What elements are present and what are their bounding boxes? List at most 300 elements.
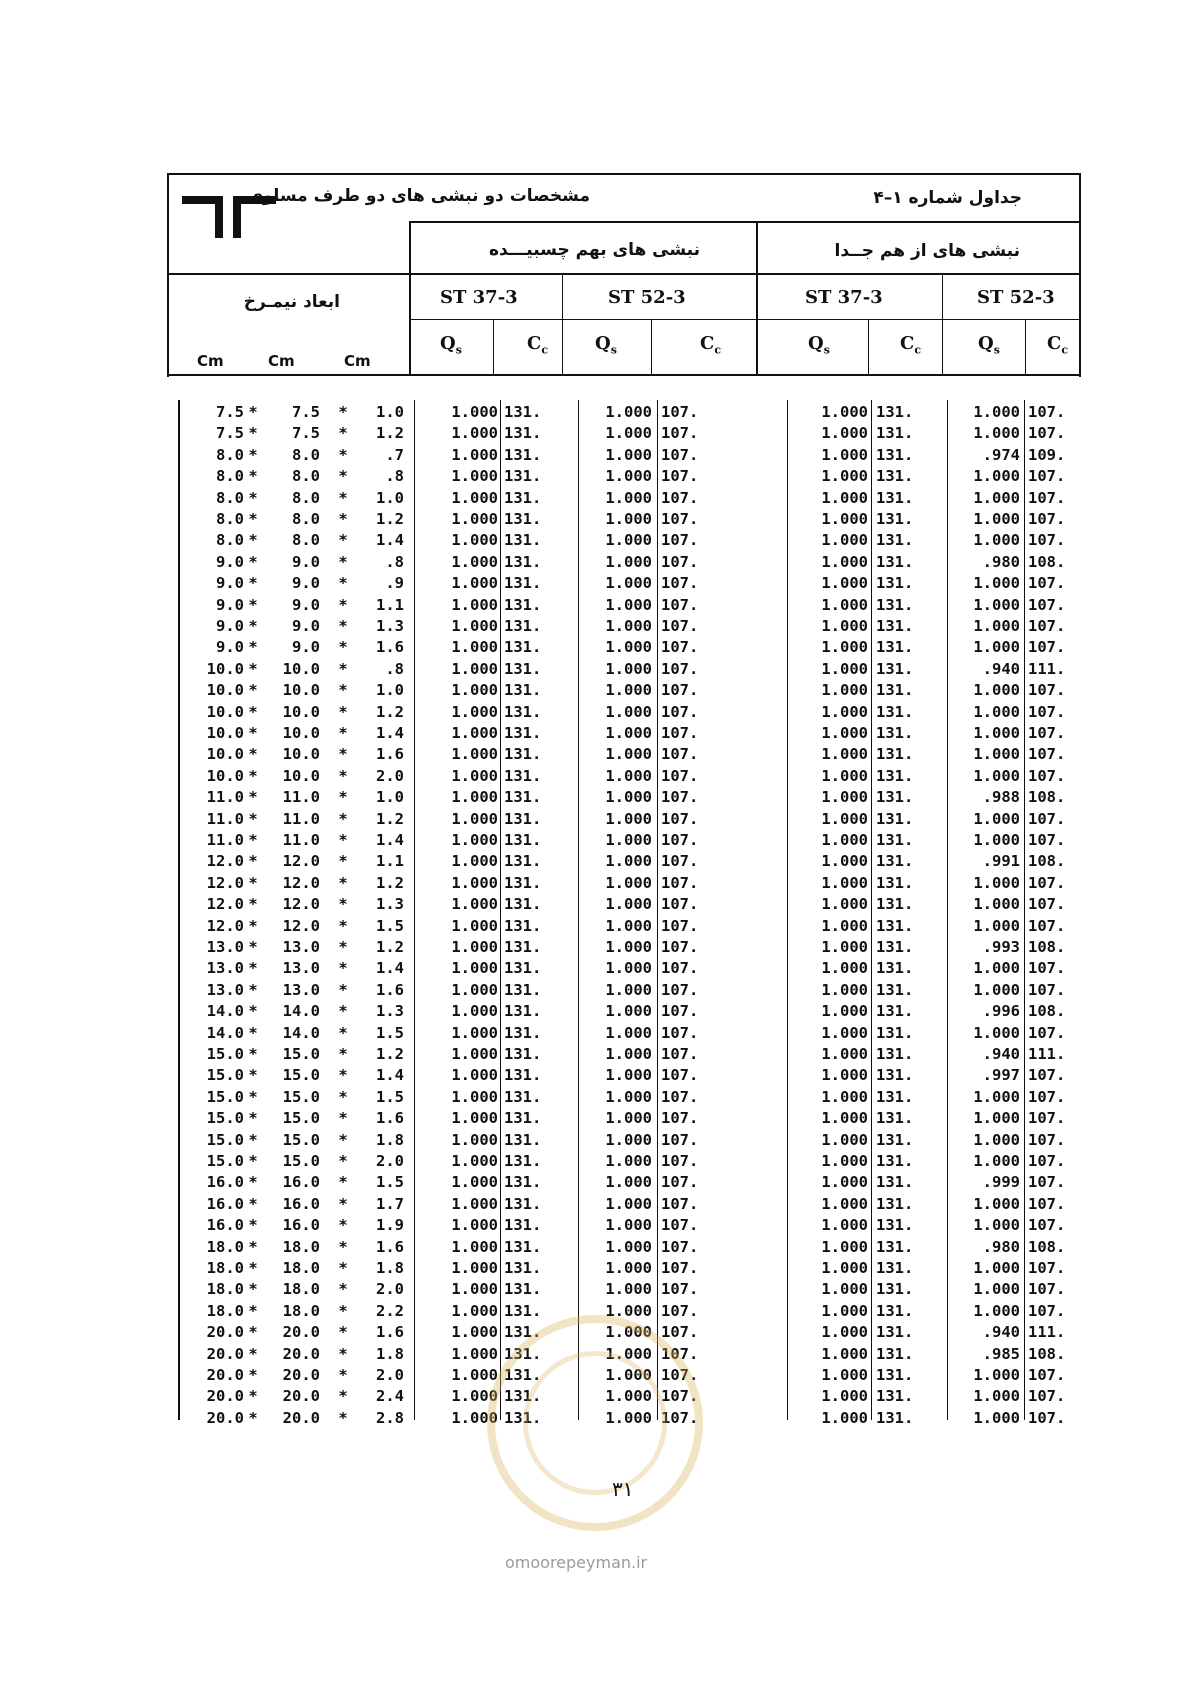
cell-q3: 1.000 <box>821 809 868 828</box>
cell-q4: .980 <box>982 552 1020 571</box>
cell-q4: .985 <box>982 1344 1020 1363</box>
times-sign: * <box>248 1194 258 1213</box>
times-sign: * <box>248 1344 258 1363</box>
cell-c1: 131. <box>504 510 542 528</box>
cell-b: 12.0 <box>282 873 320 892</box>
cell-c4: 108. <box>1028 938 1066 956</box>
cell-q2: 1.000 <box>605 1344 652 1363</box>
cc-symbol-4: $C_c$ <box>1047 333 1069 357</box>
cell-c4: 107. <box>1028 724 1066 742</box>
cell-q4: 1.000 <box>973 617 1020 635</box>
cell-q1: 1.000 <box>451 1109 498 1128</box>
cell-q1: 1.000 <box>451 1130 498 1149</box>
times-sign: * <box>248 638 258 657</box>
times-sign: * <box>248 766 258 785</box>
cell-a: 12.0 <box>206 852 244 871</box>
cell-c4: 107. <box>1028 510 1066 528</box>
cell-q4: .999 <box>982 1173 1020 1192</box>
cell-q1: 1.000 <box>451 702 498 721</box>
times-sign: * <box>338 488 348 507</box>
cell-b: 11.0 <box>282 831 320 849</box>
cell-t: 1.3 <box>376 895 404 914</box>
cell-a: 14.0 <box>206 1002 244 1021</box>
cell-c2: 107. <box>661 681 699 700</box>
cell-q3: 1.000 <box>821 488 868 507</box>
cell-b: 13.0 <box>282 959 320 978</box>
cell-q3: 1.000 <box>821 659 868 678</box>
cell-c4: 107. <box>1028 638 1066 657</box>
cell-q1: 1.000 <box>451 895 498 914</box>
header-vline-steel-3 <box>942 274 943 375</box>
header-vline-sym-3 <box>651 320 652 375</box>
cell-c1: 131. <box>504 788 542 807</box>
table-row <box>0 552 1191 573</box>
cell-q3: 1.000 <box>821 1087 868 1106</box>
cell-a: 11.0 <box>206 809 244 828</box>
cell-q3: 1.000 <box>821 788 868 807</box>
cell-c2: 107. <box>661 1408 699 1427</box>
cell-t: 2.8 <box>376 1408 404 1427</box>
times-sign: * <box>338 1045 348 1063</box>
cell-q3: 1.000 <box>821 702 868 721</box>
times-sign: * <box>248 1323 258 1342</box>
cell-t: 2.0 <box>376 766 404 785</box>
cell-b: 10.0 <box>282 702 320 721</box>
cell-q1: 1.000 <box>451 1323 498 1342</box>
times-sign: * <box>338 424 348 443</box>
cell-q4: 1.000 <box>973 831 1020 849</box>
cell-q3: 1.000 <box>821 445 868 464</box>
cell-q2: 1.000 <box>605 681 652 700</box>
cell-q1: 1.000 <box>451 1301 498 1320</box>
table-row <box>0 1172 1191 1193</box>
times-sign: * <box>338 959 348 978</box>
cell-c4: 107. <box>1028 916 1066 935</box>
cell-c2: 107. <box>661 1301 699 1320</box>
times-sign: * <box>338 1301 348 1320</box>
cell-q1: 1.000 <box>451 831 498 849</box>
cell-b: 10.0 <box>282 766 320 785</box>
times-sign: * <box>338 1002 348 1021</box>
cell-q1: 1.000 <box>451 552 498 571</box>
table-row <box>0 637 1191 658</box>
cell-c1: 131. <box>504 895 542 914</box>
cell-q1: 1.000 <box>451 1344 498 1363</box>
cell-c1: 131. <box>504 873 542 892</box>
cell-c2: 107. <box>661 809 699 828</box>
cell-c2: 107. <box>661 916 699 935</box>
times-sign: * <box>338 809 348 828</box>
cell-c1: 131. <box>504 809 542 828</box>
cell-q2: 1.000 <box>605 638 652 657</box>
cell-q4: 1.000 <box>973 873 1020 892</box>
times-sign: * <box>338 681 348 700</box>
cell-c2: 107. <box>661 1152 699 1170</box>
header-vline-group <box>756 221 758 375</box>
table-row <box>0 659 1191 680</box>
table-row <box>0 445 1191 466</box>
cell-c3: 131. <box>876 638 914 657</box>
qs-symbol-3: $Q_s$ <box>808 333 830 357</box>
cell-q3: 1.000 <box>821 1280 868 1299</box>
cell-b: 11.0 <box>282 809 320 828</box>
times-sign: * <box>338 938 348 956</box>
header-vline-sym-1 <box>493 320 494 375</box>
cell-q4: .991 <box>982 852 1020 871</box>
cell-b: 13.0 <box>282 938 320 956</box>
cell-q2: 1.000 <box>605 445 652 464</box>
cell-b: 9.0 <box>292 595 320 614</box>
times-sign: * <box>338 1408 348 1427</box>
cell-q4: 1.000 <box>973 1280 1020 1299</box>
times-sign: * <box>248 488 258 507</box>
cell-t: 1.6 <box>376 638 404 657</box>
cell-c2: 107. <box>661 1259 699 1277</box>
cell-c4: 109. <box>1028 445 1066 464</box>
cell-q1: 1.000 <box>451 1408 498 1427</box>
cell-q1: 1.000 <box>451 788 498 807</box>
cell-b: 18.0 <box>282 1301 320 1320</box>
table-row <box>0 702 1191 723</box>
times-sign: * <box>248 959 258 978</box>
cell-c4: 107. <box>1028 702 1066 721</box>
cell-q2: 1.000 <box>605 1366 652 1384</box>
times-sign: * <box>248 831 258 849</box>
cell-q3: 1.000 <box>821 552 868 571</box>
cell-q3: 1.000 <box>821 873 868 892</box>
cell-c2: 107. <box>661 852 699 871</box>
cell-q3: 1.000 <box>821 1173 868 1192</box>
cell-q3: 1.000 <box>821 1152 868 1170</box>
cell-q4: .974 <box>982 445 1020 464</box>
cell-a: 20.0 <box>206 1387 244 1406</box>
cell-b: 14.0 <box>282 1023 320 1042</box>
times-sign: * <box>248 1408 258 1427</box>
cell-c2: 107. <box>661 1216 699 1235</box>
cell-q2: 1.000 <box>605 488 652 507</box>
cell-t: 1.2 <box>376 702 404 721</box>
cell-c3: 131. <box>876 1366 914 1384</box>
times-sign: * <box>248 1173 258 1192</box>
cell-t: 1.5 <box>376 1173 404 1192</box>
cell-t: 1.2 <box>376 1045 404 1063</box>
cell-q2: 1.000 <box>605 659 652 678</box>
cell-c1: 131. <box>504 1152 542 1170</box>
cell-q3: 1.000 <box>821 1237 868 1256</box>
cell-t: 1.2 <box>376 938 404 956</box>
cell-b: 9.0 <box>292 574 320 593</box>
cell-c4: 107. <box>1028 1259 1066 1277</box>
table-row <box>0 937 1191 958</box>
cell-c3: 131. <box>876 1301 914 1320</box>
cell-c2: 107. <box>661 403 699 421</box>
cell-q3: 1.000 <box>821 852 868 871</box>
cell-q2: 1.000 <box>605 980 652 999</box>
cell-q4: 1.000 <box>973 467 1020 486</box>
cell-c4: 108. <box>1028 552 1066 571</box>
cell-a: 12.0 <box>206 873 244 892</box>
watermark-site: omoorepeyman.ir <box>505 1553 648 1572</box>
cell-q1: 1.000 <box>451 467 498 486</box>
times-sign: * <box>338 1280 348 1299</box>
times-sign: * <box>248 916 258 935</box>
cell-c1: 131. <box>504 638 542 657</box>
cell-q3: 1.000 <box>821 980 868 999</box>
table-row <box>0 423 1191 444</box>
cell-c2: 107. <box>661 1173 699 1192</box>
cell-b: 11.0 <box>282 788 320 807</box>
cell-b: 15.0 <box>282 1130 320 1149</box>
cell-q1: 1.000 <box>451 1216 498 1235</box>
times-sign: * <box>338 574 348 593</box>
cell-a: 11.0 <box>206 831 244 849</box>
cell-q3: 1.000 <box>821 1301 868 1320</box>
cell-a: 15.0 <box>206 1066 244 1085</box>
times-sign: * <box>338 1323 348 1342</box>
cell-b: 15.0 <box>282 1109 320 1128</box>
cell-q1: 1.000 <box>451 1152 498 1170</box>
cell-c2: 107. <box>661 766 699 785</box>
table-row <box>0 1065 1191 1086</box>
cell-c4: 107. <box>1028 1194 1066 1213</box>
cell-q1: 1.000 <box>451 574 498 593</box>
cell-c2: 107. <box>661 1387 699 1406</box>
cell-b: 16.0 <box>282 1194 320 1213</box>
cell-c3: 131. <box>876 1323 914 1342</box>
cell-q1: 1.000 <box>451 1387 498 1406</box>
cell-q4: 1.000 <box>973 745 1020 764</box>
cell-t: 2.0 <box>376 1280 404 1299</box>
cell-c3: 131. <box>876 531 914 550</box>
cell-t: 2.0 <box>376 1152 404 1170</box>
times-sign: * <box>248 1152 258 1170</box>
table-row <box>0 1151 1191 1172</box>
cell-q3: 1.000 <box>821 1130 868 1149</box>
times-sign: * <box>338 1344 348 1363</box>
cell-c1: 131. <box>504 659 542 678</box>
cell-c1: 131. <box>504 1173 542 1192</box>
cell-q1: 1.000 <box>451 1280 498 1299</box>
cell-q4: .996 <box>982 1002 1020 1021</box>
times-sign: * <box>338 595 348 614</box>
cell-q2: 1.000 <box>605 1023 652 1042</box>
cell-c4: 107. <box>1028 681 1066 700</box>
cell-c1: 131. <box>504 1366 542 1384</box>
cell-q4: 1.000 <box>973 724 1020 742</box>
cell-b: 16.0 <box>282 1173 320 1192</box>
cell-c1: 131. <box>504 1237 542 1256</box>
cell-q4: 1.000 <box>973 1087 1020 1106</box>
cell-c4: 107. <box>1028 895 1066 914</box>
cell-q1: 1.000 <box>451 1237 498 1256</box>
cell-t: 1.4 <box>376 1066 404 1085</box>
cell-q3: 1.000 <box>821 638 868 657</box>
cell-q4: 1.000 <box>973 1216 1020 1235</box>
times-sign: * <box>248 852 258 871</box>
cell-t: 1.6 <box>376 1323 404 1342</box>
cell-c3: 131. <box>876 1216 914 1235</box>
cell-q2: 1.000 <box>605 852 652 871</box>
cell-c3: 131. <box>876 445 914 464</box>
cell-b: 9.0 <box>292 617 320 635</box>
times-sign: * <box>338 1066 348 1085</box>
cell-c2: 107. <box>661 552 699 571</box>
cell-t: 1.5 <box>376 1087 404 1106</box>
cell-c3: 131. <box>876 980 914 999</box>
cell-c2: 107. <box>661 938 699 956</box>
cell-q1: 1.000 <box>451 938 498 956</box>
cell-c2: 107. <box>661 659 699 678</box>
cell-q1: 1.000 <box>451 745 498 764</box>
cell-t: 1.0 <box>376 403 404 421</box>
times-sign: * <box>338 467 348 486</box>
table-title: مشخصات دو نبشی های دو طرف مساوی <box>247 186 590 206</box>
times-sign: * <box>338 1194 348 1213</box>
cell-c4: 111. <box>1028 1323 1066 1342</box>
cell-c4: 107. <box>1028 959 1066 978</box>
cell-q1: 1.000 <box>451 809 498 828</box>
cell-a: 15.0 <box>206 1045 244 1063</box>
cell-c3: 131. <box>876 831 914 849</box>
cell-a: 18.0 <box>206 1237 244 1256</box>
times-sign: * <box>248 1216 258 1235</box>
table-row <box>0 1215 1191 1236</box>
cell-c1: 131. <box>504 702 542 721</box>
cell-a: 10.0 <box>206 766 244 785</box>
cell-q3: 1.000 <box>821 510 868 528</box>
times-sign: * <box>248 1259 258 1277</box>
cell-c1: 131. <box>504 574 542 593</box>
cell-t: 1.6 <box>376 980 404 999</box>
cell-q2: 1.000 <box>605 1280 652 1299</box>
cell-q2: 1.000 <box>605 1173 652 1192</box>
times-sign: * <box>248 1066 258 1085</box>
cell-c1: 131. <box>504 1344 542 1363</box>
cell-q2: 1.000 <box>605 745 652 764</box>
cell-q3: 1.000 <box>821 1002 868 1021</box>
times-sign: * <box>338 702 348 721</box>
cell-c1: 131. <box>504 745 542 764</box>
cell-c2: 107. <box>661 745 699 764</box>
cell-c3: 131. <box>876 1173 914 1192</box>
cell-a: 9.0 <box>216 595 244 614</box>
cell-t: 1.4 <box>376 959 404 978</box>
cell-c4: 107. <box>1028 1408 1066 1427</box>
cell-c4: 107. <box>1028 831 1066 849</box>
header-divider-groups <box>410 221 1080 223</box>
cell-q3: 1.000 <box>821 1344 868 1363</box>
cell-q4: 1.000 <box>973 510 1020 528</box>
cell-c2: 107. <box>661 1023 699 1042</box>
cell-b: 10.0 <box>282 659 320 678</box>
cell-c4: 107. <box>1028 980 1066 999</box>
cell-t: .7 <box>385 445 404 464</box>
qs-symbol-1: $Q_s$ <box>440 333 462 357</box>
table-row <box>0 894 1191 915</box>
table-row <box>0 958 1191 979</box>
cell-q3: 1.000 <box>821 1216 868 1235</box>
cc-symbol-2: $C_c$ <box>700 333 722 357</box>
cell-q2: 1.000 <box>605 916 652 935</box>
cell-c4: 108. <box>1028 1344 1066 1363</box>
table-row <box>0 1023 1191 1044</box>
cell-c3: 131. <box>876 1130 914 1149</box>
cell-c1: 131. <box>504 916 542 935</box>
cell-t: .8 <box>385 552 404 571</box>
cell-b: 9.0 <box>292 638 320 657</box>
cell-c1: 131. <box>504 467 542 486</box>
header-top-border <box>167 173 1080 175</box>
cell-a: 8.0 <box>216 467 244 486</box>
cell-q3: 1.000 <box>821 424 868 443</box>
cell-c2: 107. <box>661 467 699 486</box>
times-sign: * <box>248 531 258 550</box>
cell-b: 20.0 <box>282 1323 320 1342</box>
cell-c2: 107. <box>661 895 699 914</box>
header-bottom-border <box>167 374 1080 376</box>
cell-c1: 131. <box>504 1194 542 1213</box>
qs-symbol-4: $Q_s$ <box>978 333 1000 357</box>
cc-symbol-3: $C_c$ <box>900 333 922 357</box>
cell-t: 1.6 <box>376 1109 404 1128</box>
cell-c2: 107. <box>661 638 699 657</box>
times-sign: * <box>248 403 258 421</box>
cell-t: 1.9 <box>376 1216 404 1235</box>
cell-c1: 131. <box>504 488 542 507</box>
cell-a: 10.0 <box>206 745 244 764</box>
cell-c2: 107. <box>661 980 699 999</box>
cell-q1: 1.000 <box>451 595 498 614</box>
cell-c3: 131. <box>876 1387 914 1406</box>
cell-c4: 107. <box>1028 403 1066 421</box>
cell-q4: .993 <box>982 938 1020 956</box>
cell-c1: 131. <box>504 938 542 956</box>
cell-c3: 131. <box>876 809 914 828</box>
cell-q1: 1.000 <box>451 1194 498 1213</box>
table-row <box>0 509 1191 530</box>
cell-c3: 131. <box>876 1023 914 1042</box>
cell-c3: 131. <box>876 1408 914 1427</box>
table-row <box>0 809 1191 830</box>
cell-q4: .940 <box>982 1045 1020 1063</box>
cell-c3: 131. <box>876 1194 914 1213</box>
cell-b: 10.0 <box>282 745 320 764</box>
times-sign: * <box>338 659 348 678</box>
cell-c3: 131. <box>876 552 914 571</box>
times-sign: * <box>338 638 348 657</box>
times-sign: * <box>338 1216 348 1235</box>
cell-b: 8.0 <box>292 488 320 507</box>
times-sign: * <box>248 659 258 678</box>
cell-c3: 131. <box>876 702 914 721</box>
cell-q4: 1.000 <box>973 766 1020 785</box>
cell-t: 1.5 <box>376 916 404 935</box>
table-row <box>0 1258 1191 1279</box>
cell-a: 13.0 <box>206 959 244 978</box>
unit-cm-2: Cm <box>268 352 295 370</box>
cell-q1: 1.000 <box>451 403 498 421</box>
cell-q1: 1.000 <box>451 1066 498 1085</box>
cell-q2: 1.000 <box>605 1002 652 1021</box>
cell-c4: 107. <box>1028 1216 1066 1235</box>
times-sign: * <box>248 510 258 528</box>
table-row <box>0 1108 1191 1129</box>
cell-c4: 107. <box>1028 1109 1066 1128</box>
cell-c3: 131. <box>876 873 914 892</box>
cell-q1: 1.000 <box>451 445 498 464</box>
cell-q3: 1.000 <box>821 574 868 593</box>
cell-a: 9.0 <box>216 552 244 571</box>
